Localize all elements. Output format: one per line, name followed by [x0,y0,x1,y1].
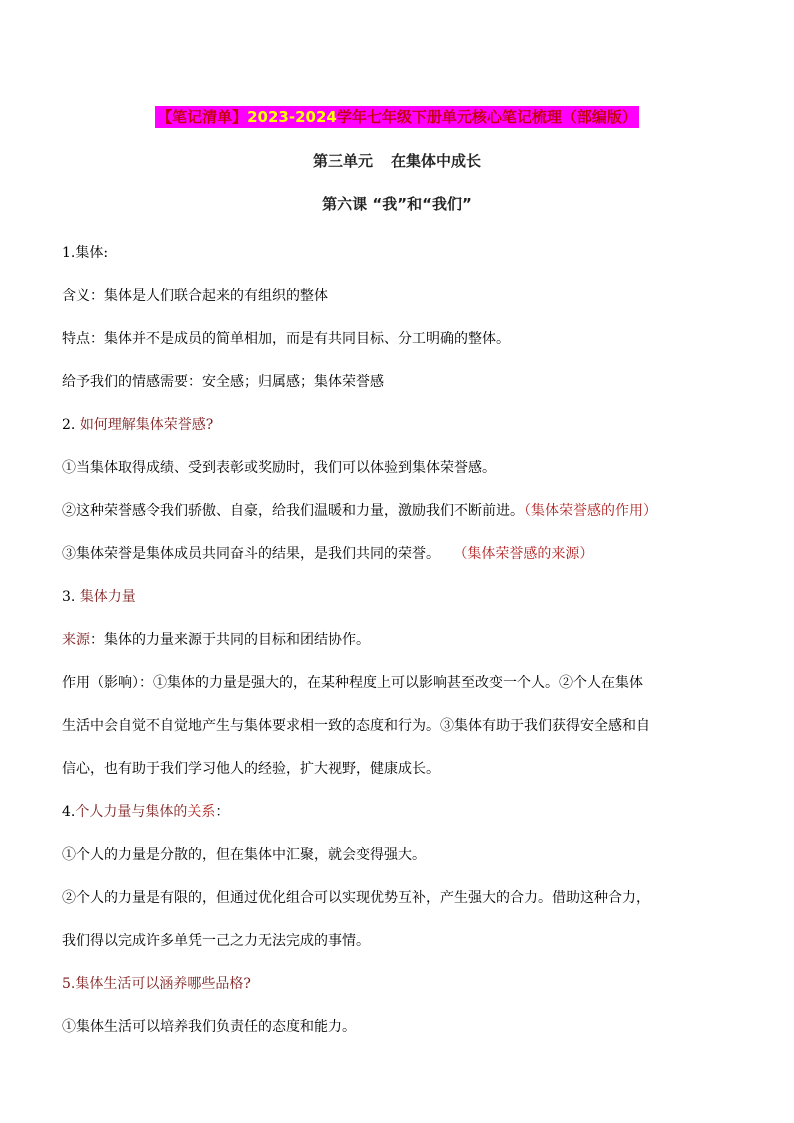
honor-item-3 [62,533,742,576]
power-effect-line-2: 生活中会自觉不自觉地产生与集体要求相一致的态度和行为。③集体有助于我们获得安全感和自 [62,718,650,734]
unit-heading [0,150,794,171]
collective-feature: 特点：集体并不是成员的简单相加，而是有共同目标、分工明确的整体。 [62,331,510,347]
section-3-heading [62,576,742,619]
honor-item-3-text: ③集体荣誉是集体成员共同奋斗的结果，是我们共同的荣誉。 [62,546,440,562]
honor-item-2-text: ②这种荣誉感令我们骄傲、自豪，给我们温暖和力量，激励我们不断前进。 [62,503,524,519]
honor-item-2-note: （集体荣誉感的作用） [524,503,657,519]
individual-item-1: ①个人的力量是分散的，但在集体中汇聚，就会变得强大。 [62,847,426,863]
section-4-title-keyword: 关系 [187,804,216,820]
title-year: 2023-2024 [247,108,337,126]
collective-meaning: 含义：集体是人们联合起来的有组织的整体 [62,288,328,304]
honor-item-2 [62,490,742,533]
title-prefix: 【笔记清单】 [157,108,248,126]
title-line [0,106,794,128]
character-item-1: ①集体生活可以培养我们负责任的态度和能力。 [62,1019,356,1035]
section-4-title: 个人力量与集体的 [75,804,188,820]
section-4-number: 4. [62,804,76,820]
section-3-number: 3. [62,589,76,605]
section-2-number: 2. [62,417,76,433]
honor-item-1: ①当集体取得成绩、受到表彰或奖励时，我们可以体验到集体荣誉感。 [62,460,496,476]
section-3-title: 集体力量 [79,589,136,605]
title-suffix: 学年七年级下册单元核心笔记梳理（部编版） [336,108,637,126]
individual-item-2-line-2: 我们得以完成许多单凭一己之力无法完成的事情。 [62,933,370,949]
section-4-colon: ： [215,804,230,820]
section-1-heading: 1.集体: [62,245,109,261]
collective-needs: 给予我们的情感需要：安全感；归属感；集体荣誉感 [62,374,384,390]
section-2-heading [62,404,742,447]
notes-content [62,232,742,1049]
section-5-heading: 5.集体生活可以涵养哪些品格? [62,976,251,992]
unit-number: 第三单元 [312,152,373,170]
power-effect-line-3: 信心，也有助于我们学习他人的经验，扩大视野，健康成长。 [62,761,440,777]
unit-name: 在集体中成长 [391,152,482,170]
honor-item-3-note: （集体荣誉感的来源） [453,546,594,562]
power-effect-line-1: 作用（影响）：①集体的力量是强大的，在某种程度上可以影响甚至改变一个人。②个人在集体 [62,675,643,691]
power-source-label: 来源 [62,632,90,648]
power-source-text: ：集体的力量来源于共同的目标和团结协作。 [90,632,370,648]
section-4-heading [62,791,742,834]
individual-item-2-line-1: ②个人的力量是有限的，但通过优化组合可以实现优势互补，产生强大的合力。借助这种合力， [62,890,650,906]
lesson-heading: 第六课 “我”和“我们” [322,195,472,213]
power-source [62,619,742,662]
section-2-title: 如何理解集体荣誉感? [79,417,214,433]
document-title [155,106,639,128]
